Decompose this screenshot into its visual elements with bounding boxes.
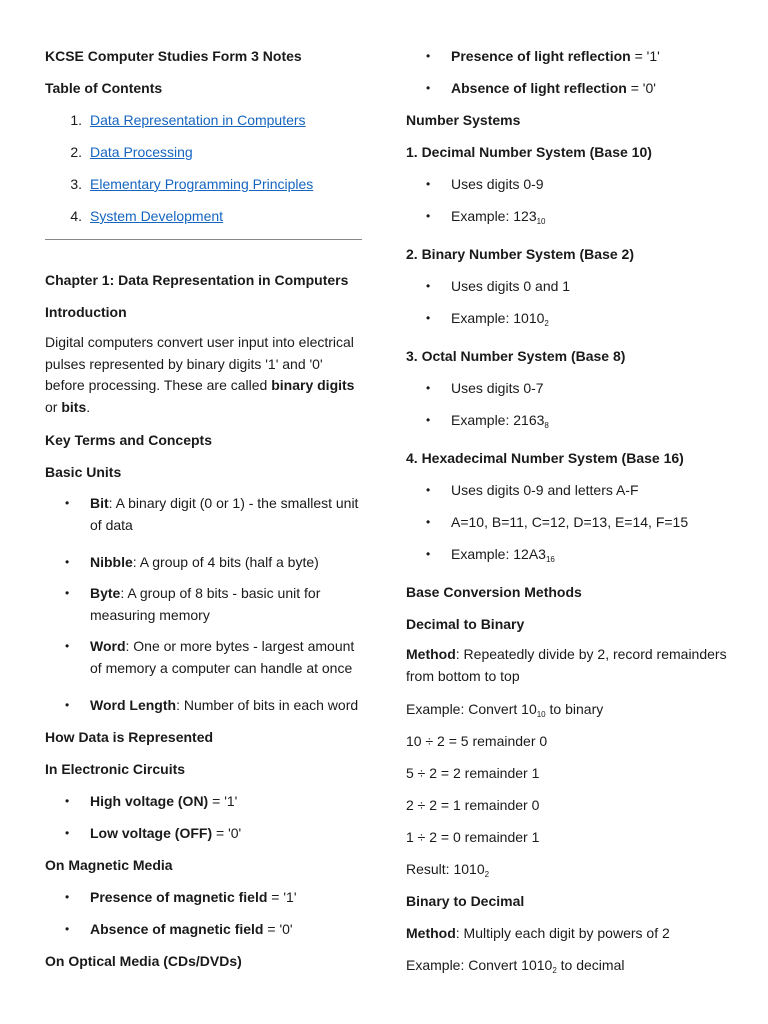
bullet-icon: • (65, 698, 70, 712)
left-column (45, 40, 363, 977)
term: Word Length (90, 697, 177, 713)
list-item (45, 881, 363, 913)
bullet-icon: • (426, 209, 431, 223)
section-heading-hex: 4. Hexadecimal Number System (Base 16) (406, 450, 684, 466)
bullet-icon: • (65, 922, 70, 936)
base-subscript: 2 (544, 319, 549, 328)
list-item (45, 493, 363, 536)
bullet-icon: • (65, 890, 70, 904)
right-column (406, 40, 731, 981)
intro-text: or (45, 398, 62, 415)
example-text: to binary (545, 701, 604, 717)
method-paragraph (406, 644, 731, 687)
example-text: Example: Convert 1010 (406, 957, 553, 973)
list-item (406, 506, 731, 538)
intro-bold-term: binary digits (271, 377, 355, 393)
base-subscript: 10 (536, 217, 546, 226)
method-line (406, 917, 731, 949)
calculation-step: 2 ÷ 2 = 1 remainder 0 (406, 797, 540, 813)
chapter-heading: Chapter 1: Data Representation in Computers (45, 272, 349, 288)
list-item (45, 636, 363, 679)
binary-list (406, 270, 731, 340)
calculation-step: 10 ÷ 2 = 5 remainder 0 (406, 733, 548, 749)
bullet-icon: • (426, 177, 431, 191)
term: Presence of magnetic field (90, 889, 268, 905)
method-text: : Multiply each digit by powers of 2 (455, 925, 670, 941)
toc-item (45, 136, 363, 168)
example-line (406, 949, 731, 981)
list-item (406, 474, 731, 506)
term-description: : Number of bits in each word (176, 697, 359, 713)
list-item (406, 538, 731, 576)
term: Low voltage (OFF) (90, 825, 213, 841)
result-line (406, 853, 731, 885)
decimal-list (406, 168, 731, 238)
example-value: 2163 (513, 412, 545, 428)
list-item (45, 785, 363, 817)
bullet-icon: • (426, 381, 431, 395)
bullet-icon: • (426, 311, 431, 325)
toc-item (45, 200, 363, 232)
base-subscript: 2 (552, 966, 557, 975)
list-item (406, 372, 731, 404)
bullet-icon: • (65, 639, 70, 653)
base-subscript: 2 (484, 870, 490, 879)
method-text: : Repeatedly divide by 2, record remainders from bottom to top (406, 646, 727, 684)
calculation-step: 5 ÷ 2 = 2 remainder 1 (406, 765, 540, 781)
item-text: A=10, B=11, C=12, D=13, E=14, F=15 (451, 514, 689, 530)
toc-item (45, 168, 363, 200)
toc-number: 4. (70, 208, 82, 224)
toc-heading: Table of Contents (45, 80, 163, 96)
toc-link-programming-principles[interactable]: Elementary Programming Principles (90, 176, 314, 192)
list-item (45, 817, 363, 849)
toc-link-data-processing[interactable]: Data Processing (90, 144, 193, 160)
list-item (45, 546, 363, 578)
example-value: 12A3 (513, 546, 546, 562)
toc-link-data-representation[interactable]: Data Representation in Computers (90, 112, 306, 128)
intro-bold-term: bits (61, 398, 87, 415)
toc-link-system-development[interactable]: System Development (90, 208, 224, 224)
example-text: Example: Convert 10 (406, 701, 537, 717)
example-label: Example: (451, 546, 514, 562)
section-heading-magnetic: On Magnetic Media (45, 857, 173, 873)
list-item (406, 302, 731, 340)
document-title: KCSE Computer Studies Form 3 Notes (45, 48, 302, 64)
optical-list (406, 40, 731, 104)
base-subscript: 8 (544, 421, 549, 430)
toc-item (45, 104, 363, 136)
section-heading-decimal: 1. Decimal Number System (Base 10) (406, 144, 652, 160)
term-description: : One or more bytes - largest amount of memory a computer can handle at once (90, 638, 355, 676)
horizontal-divider (45, 239, 362, 240)
term-description: = '1' (267, 889, 297, 905)
bullet-icon: • (426, 515, 431, 529)
term: Absence of magnetic field (90, 921, 264, 937)
item-text: Uses digits 0-9 (451, 176, 544, 192)
term-description: : A group of 4 bits (half a byte) (132, 554, 319, 570)
bullet-icon: • (426, 279, 431, 293)
term-description: : A binary digit (0 or 1) - the smallest unit of data (90, 495, 359, 533)
basic-units-list (45, 493, 363, 721)
term-description: = '0' (212, 825, 242, 841)
section-heading-electronic: In Electronic Circuits (45, 761, 186, 777)
example-line (406, 693, 731, 725)
term: Nibble (90, 554, 133, 570)
term: Presence of light reflection (451, 48, 631, 64)
bullet-icon: • (426, 81, 431, 95)
example-label: Example: (451, 208, 514, 224)
hex-list (406, 474, 731, 576)
list-item (45, 689, 363, 721)
bullet-icon: • (65, 794, 70, 808)
result-text: Result: 1010 (406, 861, 485, 877)
toc-number: 2. (70, 144, 82, 160)
list-item (406, 200, 731, 238)
magnetic-list (45, 881, 363, 945)
list-item (45, 583, 363, 626)
bullet-icon: • (65, 826, 70, 840)
item-text: Uses digits 0-9 and letters A-F (451, 482, 639, 498)
calculation-step: 1 ÷ 2 = 0 remainder 1 (406, 829, 540, 845)
toc-number: 1. (70, 112, 82, 128)
example-text: to decimal (556, 957, 625, 973)
term: Byte (90, 585, 121, 601)
item-text: Uses digits 0-7 (451, 380, 544, 396)
method-label: Method (406, 925, 456, 941)
term-description: = '1' (208, 793, 238, 809)
section-heading-binary: 2. Binary Number System (Base 2) (406, 246, 634, 262)
octal-list (406, 372, 731, 442)
toc-list (45, 104, 363, 232)
term-description: = '0' (626, 80, 656, 96)
term: High voltage (ON) (90, 793, 209, 809)
bullet-icon: • (426, 413, 431, 427)
term: Bit (90, 495, 109, 511)
bullet-icon: • (65, 555, 70, 569)
list-item (406, 168, 731, 200)
base-subscript: 16 (545, 555, 555, 564)
list-item (45, 913, 363, 945)
section-heading-key-terms: Key Terms and Concepts (45, 432, 213, 448)
section-heading-number-systems: Number Systems (406, 112, 521, 128)
section-heading-conversion: Base Conversion Methods (406, 584, 582, 600)
section-heading-octal: 3. Octal Number System (Base 8) (406, 348, 626, 364)
electronic-list (45, 785, 363, 849)
intro-text: Digital computers convert user input into electrical pulses represented by binary digits '1' and '0' before processing. These are called (45, 334, 354, 393)
intro-text: . (86, 398, 91, 415)
term-description: = '1' (630, 48, 660, 64)
example-value: 123 (513, 208, 537, 224)
section-heading-introduction: Introduction (45, 304, 127, 320)
toc-number: 3. (70, 176, 82, 192)
bullet-icon: • (426, 49, 431, 63)
method-label: Method (406, 646, 456, 662)
section-heading-how-represented: How Data is Represented (45, 729, 214, 745)
term: Word (90, 638, 126, 654)
example-label: Example: (451, 412, 514, 428)
section-heading-decimal-to-binary: Decimal to Binary (406, 616, 525, 632)
section-heading-optical: On Optical Media (CDs/DVDs) (45, 953, 242, 969)
bullet-icon: • (65, 586, 70, 600)
bullet-icon: • (426, 483, 431, 497)
example-label: Example: (451, 310, 514, 326)
list-item (406, 404, 731, 442)
intro-paragraph (45, 332, 363, 418)
bullet-icon: • (426, 547, 431, 561)
base-subscript: 10 (536, 710, 546, 719)
item-text: Uses digits 0 and 1 (451, 278, 571, 294)
bullet-icon: • (65, 496, 70, 510)
term-description: = '0' (263, 921, 293, 937)
list-item (406, 40, 731, 72)
list-item (406, 72, 731, 104)
section-heading-basic-units: Basic Units (45, 464, 122, 480)
term: Absence of light reflection (451, 80, 627, 96)
term-description: : A group of 8 bits - basic unit for measuring memory (90, 585, 321, 623)
section-heading-binary-to-decimal: Binary to Decimal (406, 893, 525, 909)
example-value: 1010 (513, 310, 545, 326)
list-item (406, 270, 731, 302)
